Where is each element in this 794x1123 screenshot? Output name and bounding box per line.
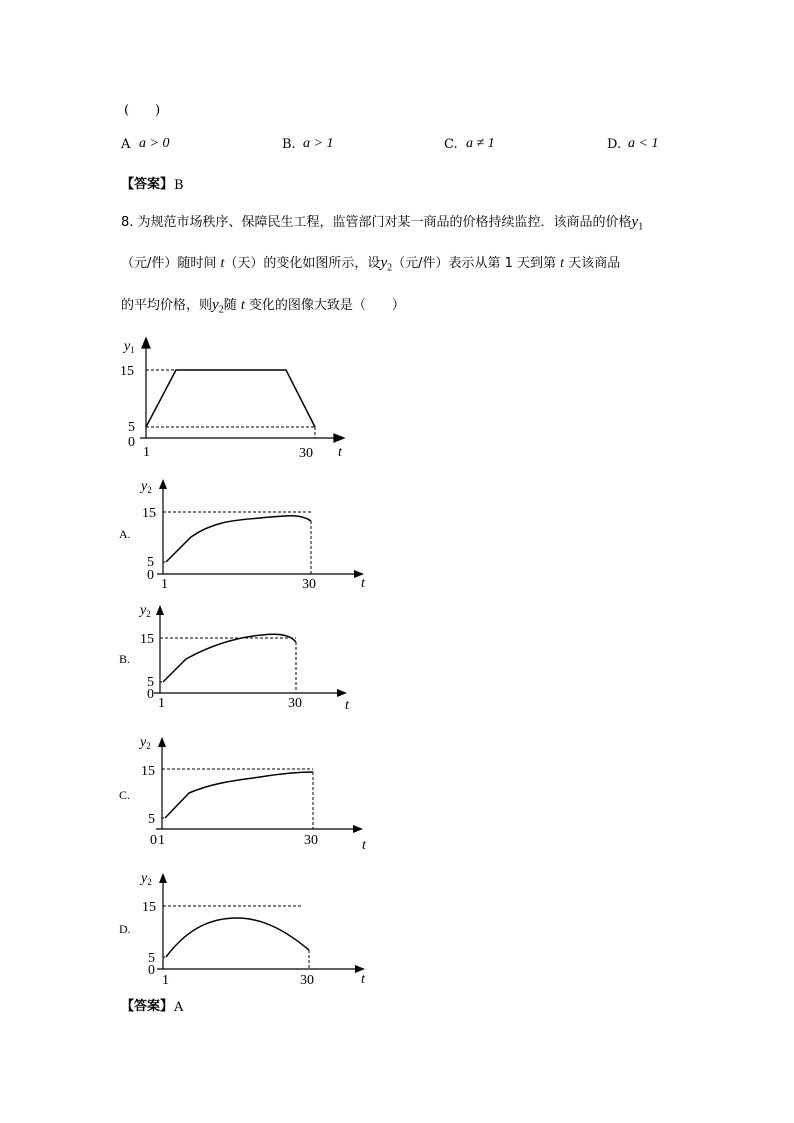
main-graph-axes xyxy=(140,338,344,442)
option-a-letter: A xyxy=(121,137,131,152)
graph-d-curve xyxy=(166,918,309,957)
q8-line3-a: 的平均价格，则 xyxy=(121,298,213,313)
option-b-expr: a > 1 xyxy=(303,136,334,151)
graph-c-y-label: $y_2$ xyxy=(140,735,151,751)
graph-d-tick-0: 0 xyxy=(148,963,155,978)
q8-line2-c: （元/件）表示从第 1 天到第 xyxy=(392,256,557,271)
q8-line3-t: t xyxy=(240,298,245,313)
graph-b-y-label: $y_2$ xyxy=(140,603,151,619)
graph-d-label: D. xyxy=(119,922,131,936)
graph-a-y-arrow xyxy=(159,479,167,489)
graph-a-tick-0: 0 xyxy=(147,568,154,583)
graph-a-curve xyxy=(166,516,311,562)
main-y-label: $y_1$ xyxy=(124,339,135,355)
graph-a-tick-1: 1 xyxy=(161,577,168,592)
graph-a-y-label: $y_2$ xyxy=(141,479,152,495)
graph-a-label: A. xyxy=(119,527,131,541)
q8-line2-t: t xyxy=(220,256,225,271)
q8-line2-b: （天）的变化如图所示，设 xyxy=(224,256,381,271)
graph-c-x-arrow xyxy=(353,825,363,833)
main-price-curve xyxy=(146,370,315,427)
graph-a-t-label: t xyxy=(361,576,365,591)
q8-line1-sub: 1 xyxy=(638,221,644,233)
graph-a-tick-5: 5 xyxy=(147,555,154,570)
graph-b-tick-5: 5 xyxy=(147,675,154,690)
graph-c-tick-1: 1 xyxy=(158,833,165,848)
q8-line2-var: y xyxy=(380,255,388,271)
graph-c-tick-0: 0 xyxy=(150,833,157,848)
q8-line3-sub: 2 xyxy=(218,304,224,316)
main-tick-15: 15 xyxy=(120,364,134,379)
main-y-arrow xyxy=(142,338,150,348)
graph-c-y-arrow xyxy=(158,737,166,747)
graph-c-label: C. xyxy=(119,788,131,802)
graph-b-curve xyxy=(163,634,296,682)
option-c-letter: C. xyxy=(444,137,458,152)
graph-c-curve xyxy=(165,772,313,818)
graph-b-tick-1: 1 xyxy=(158,696,165,711)
graph-d xyxy=(119,871,366,988)
prev-question-paren: ( ) xyxy=(124,103,161,118)
graph-b xyxy=(119,603,350,713)
main-tick-5: 5 xyxy=(128,420,135,435)
prev-answer-value: B xyxy=(174,178,184,193)
graph-b-x-arrow xyxy=(337,689,347,697)
graph-b-tick-30: 30 xyxy=(288,696,302,711)
option-d-expr: a < 1 xyxy=(628,136,659,151)
main-tick-1: 1 xyxy=(143,445,150,460)
q8-line3-b: 随 xyxy=(223,298,237,313)
graph-d-t-label: t xyxy=(361,972,365,987)
q8-line3-c: 变化的图像大致是（ ） xyxy=(248,298,405,313)
option-c-expr: a ≠ 1 xyxy=(466,136,495,151)
graph-b-y-arrow xyxy=(156,605,164,615)
option-b-letter: B. xyxy=(282,137,296,152)
q8-line1-text: 8. 为规范市场秩序、保障民生工程，监管部门对某一商品的价格持续监控．该商品的价格 xyxy=(121,215,632,230)
graph-a-tick-15: 15 xyxy=(142,506,156,521)
q8-line2-a: （元/件）随时间 xyxy=(121,256,217,271)
q8-line2-sub: 2 xyxy=(387,262,393,274)
prev-answer-label: 【答案】 xyxy=(121,177,174,192)
q8-line2-d: 天该商品 xyxy=(568,256,621,271)
option-a-expr: a > 0 xyxy=(139,136,170,151)
q8-answer-value: A xyxy=(174,1000,184,1015)
graph-b-tick-15: 15 xyxy=(140,632,154,647)
main-tick-30: 30 xyxy=(299,446,313,461)
graph-c-tick-30: 30 xyxy=(304,833,318,848)
graph-b-t-label: t xyxy=(345,698,349,713)
graph-b-tick-0: 0 xyxy=(147,687,154,702)
graph-c-t-label: t xyxy=(362,838,366,853)
graph-c xyxy=(119,735,367,853)
q8-answer-label: 【答案】 xyxy=(121,999,174,1014)
graph-d-tick-30: 30 xyxy=(300,973,314,988)
graph-d-y-arrow xyxy=(159,873,167,883)
graph-d-tick-1: 1 xyxy=(162,973,169,988)
graph-d-y-label: $y_2$ xyxy=(141,871,152,887)
graph-d-tick-5: 5 xyxy=(148,951,155,966)
graph-c-tick-15: 15 xyxy=(141,764,155,779)
q8-line2-t2: t xyxy=(560,256,565,271)
main-tick-0: 0 xyxy=(128,435,135,450)
main-x-arrow xyxy=(334,434,344,442)
graph-a-tick-30: 30 xyxy=(302,577,316,592)
graph-c-tick-5: 5 xyxy=(148,812,155,827)
graph-b-label: B. xyxy=(119,652,131,666)
graph-a xyxy=(119,479,366,592)
graph-d-tick-15: 15 xyxy=(142,900,156,915)
q8-line3-var: y xyxy=(212,297,219,313)
main-t-label: t xyxy=(338,445,342,460)
option-d-letter: D. xyxy=(607,137,622,152)
q8-line1-var: y xyxy=(631,214,639,230)
